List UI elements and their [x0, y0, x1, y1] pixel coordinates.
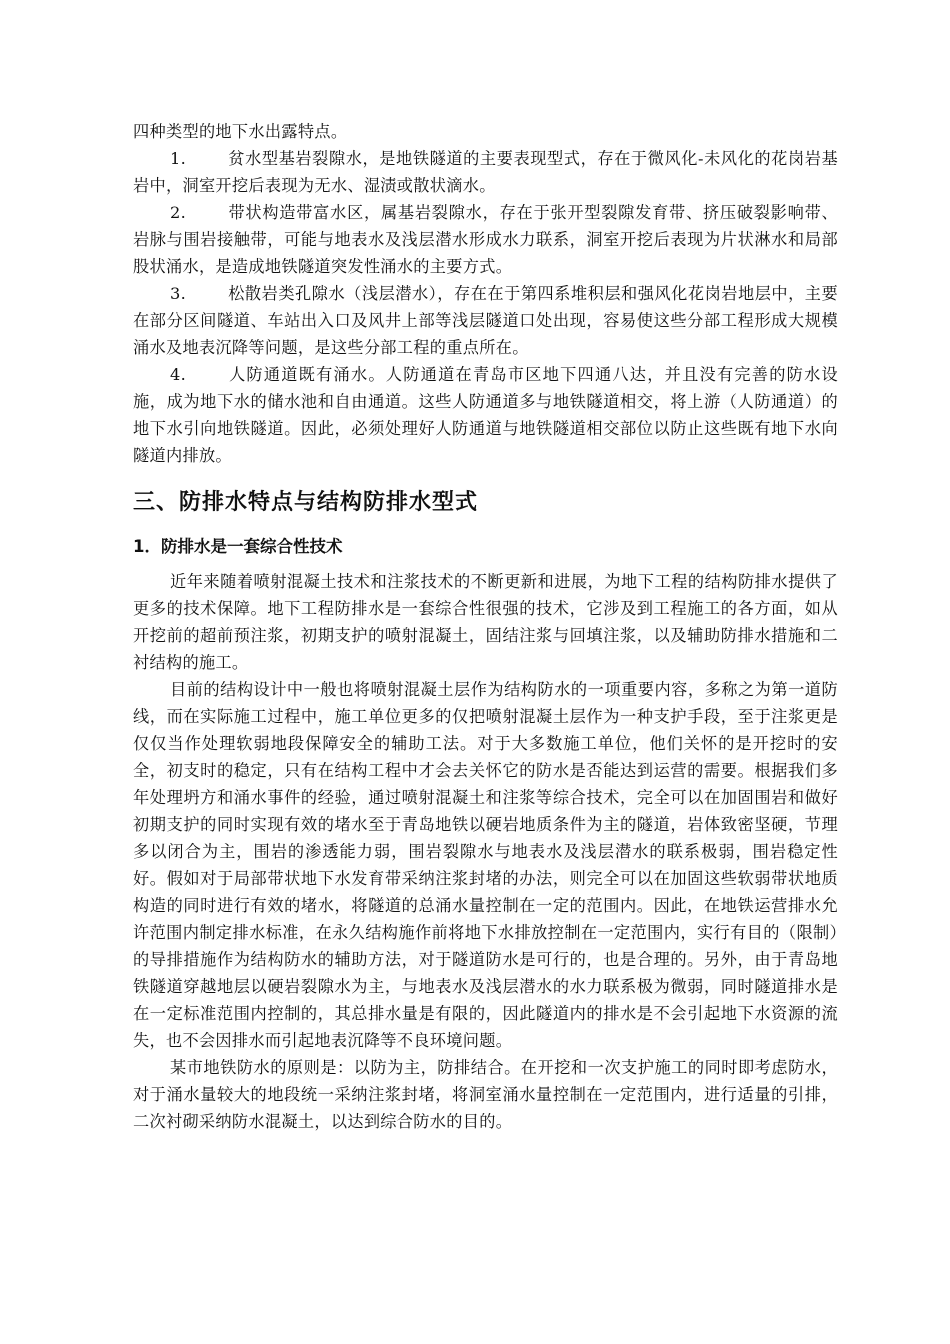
- list-item-3: [133, 280, 838, 361]
- intro-text: 四种类型的地下水出露特点。: [133, 122, 348, 141]
- list-number: 4.: [170, 365, 187, 384]
- list-item-text: 松散岩类孔隙水（浅层潜水），存在在于第四系堆积层和强风化花岗岩地层中，主要在部分区间隧道、车站出入口及风井上部等浅层隧道口处出现，容易使这些分部工程形成大规模涌水及地表沉降等问题，是这些分部工程的重点所在。: [133, 284, 838, 357]
- body-paragraph-3: 某市地铁防水的原则是：以防为主，防排结合。在开挖和一次支护施工的同时即考虑防水，对于涌水量较大的地段统一采纳注浆封堵，将洞室涌水量控制在一定范围内，进行适量的引排，二次衬砌采纳防水混凝土，以达到综合防水的目的。: [133, 1058, 838, 1131]
- list-item-text: 人防通道既有涌水。人防通道在青岛市区地下四通八达，并且没有完善的防水设施，成为地下水的储水池和自由通道。这些人防通道多与地铁隧道相交，将上游（人防通道）的地下水引向地铁隧道。因此，必须处理好人防通道与地铁隧道相交部位以防止这些既有地下水向隧道内排放。: [133, 365, 838, 465]
- list-item-text: 贫水型基岩裂隙水，是地铁隧道的主要表现型式，存在于微风化-未风化的花岗岩基岩中，洞室开挖后表现为无水、湿渍或散状滴水。: [133, 149, 838, 195]
- body-paragraph-2: 目前的结构设计中一般也将喷射混凝土层作为结构防水的一项重要内容，多称之为第一道防线，而在实际施工过程中，施工单位更多的仅把喷射混凝土层作为一种支护手段，至于注浆更是仅仅当作处理软弱地段保障安全的辅助工法。对于大多数施工单位，他们关怀的是开挖时的安全，初支时的稳定，只有在结构工程中才会去关怀它的防水是否能达到运营的需要。根据我们多年处理坍方和涌水事件的经验，通过喷射混凝土和注浆等综合技术，完全可以在加固围岩和做好初期支护的同时实现有效的堵水至于青岛地铁以硬岩地质条件为主的隧道，岩体致密坚硬，节理多以闭合为主，围岩的渗透能力弱，围岩裂隙水与地表水及浅层潜水的联系极弱，围岩稳定性好。假如对于局部带状地下水发育带采纳注浆封堵的办法，则完全可以在加固这些软弱带状地质构造的同时进行有效的堵水，将隧道的总涌水量控制在一定的范围内。因此，在地铁运营排水允许范围内制定排水标准，在永久结构施作前将地下水排放控制在一定范围内，实行有目的（限制）的导排措施作为结构防水的辅助方法，对于隧道防水是可行的，也是合理的。另外，由于青岛地铁隧道穿越地层以硬岩裂隙水为主，与地表水及浅层潜水的水力联系极为微弱，同时隧道排水是在一定标准范围内控制的，其总排水量是有限的，因此隧道内的排水是不会引起地下水资源的流失，也不会因排水而引起地表沉降等不良环境问题。: [133, 680, 838, 1050]
- list-number: 1.: [170, 149, 187, 168]
- list-item-text: 带状构造带富水区，属基岩裂隙水，存在于张开型裂隙发育带、挤压破裂影响带、岩脉与围岩接触带，可能与地表水及浅层潜水形成水力联系，洞室开挖后表现为片状淋水和局部股状涌水，是造成地铁隧道突发性涌水的主要方式。: [133, 203, 838, 276]
- subsection-heading: 1．防排水是一套综合性技术: [133, 537, 343, 556]
- list-item-2: [133, 199, 838, 280]
- body-paragraph-1: 近年来随着喷射混凝土技术和注浆技术的不断更新和进展，为地下工程的结构防排水提供了更多的技术保障。地下工程防排水是一套综合性很强的技术，它涉及到工程施工的各方面，如从开挖前的超前预注浆，初期支护的喷射混凝土，固结注浆与回填注浆，以及辅助防排水措施和二衬结构的施工。: [133, 572, 838, 672]
- list-item-1: [133, 145, 838, 199]
- section-heading: 三、防排水特点与结构防排水型式: [133, 490, 479, 515]
- list-item-4: [133, 361, 838, 469]
- document-page: [133, 118, 838, 1135]
- list-number: 3.: [170, 284, 187, 303]
- list-number: 2.: [170, 203, 187, 222]
